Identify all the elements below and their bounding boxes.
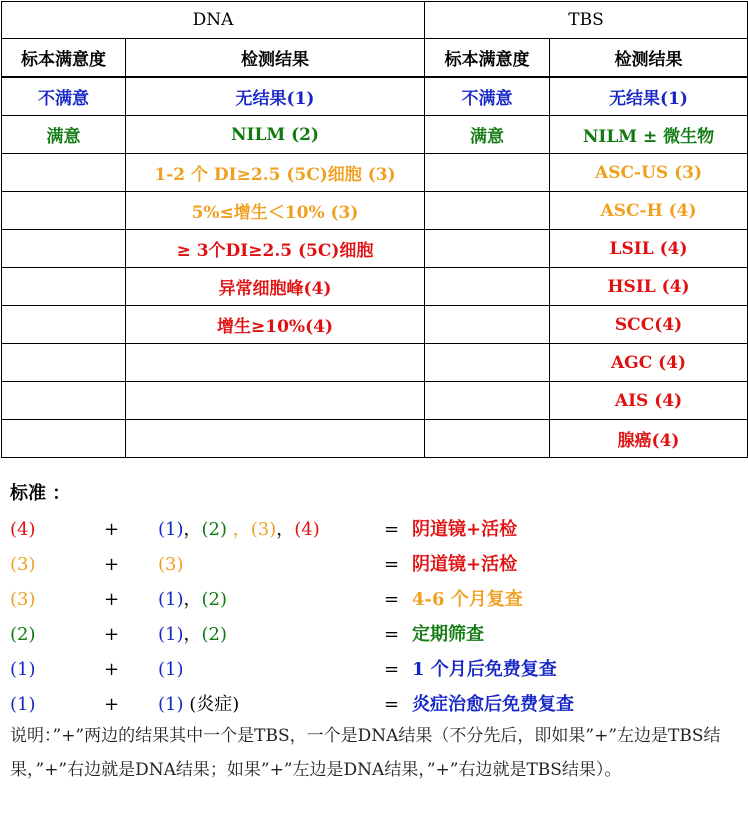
rule-right-code: (1) [158,624,184,645]
table-row [2,268,748,306]
plus-sign: + [104,694,120,715]
table-row [2,306,748,344]
rule-right-code: (3) [158,554,184,575]
rule-right-code: (1) [158,659,184,680]
column-header-tbs-adequacy: 标本满意度 [425,39,550,78]
plus-sign: + [104,659,120,680]
tbs-adequacy-cell: 满意 [425,116,550,154]
table-row [2,192,748,230]
rule-result: 阴道镜+活检 [412,554,518,575]
equals-sign: = [384,554,400,575]
table-row [2,154,748,192]
rule-row [10,687,740,722]
equals-sign: = [384,694,400,715]
dna-adequacy-cell [2,382,126,420]
rule-right-codes [158,652,184,687]
tbs-adequacy-cell [425,382,550,420]
rule-left-code: (3) [10,554,36,575]
dna-adequacy-cell [2,420,126,458]
table-row [2,230,748,268]
rule-left-code: (1) [10,659,36,680]
dna-adequacy-cell [2,230,126,268]
dna-adequacy-cell: 不满意 [2,77,126,116]
rule-row [10,512,740,547]
rule-right-code: (炎症) [183,694,240,715]
tbs-adequacy-cell [425,268,550,306]
rule-row [10,652,740,687]
equals-sign: = [384,624,400,645]
tbs-result-cell: AGC (4) [550,344,748,382]
plus-sign: + [104,554,120,575]
legend-title: 标准 ： [10,483,71,504]
rule-right-code: (1) [158,589,184,610]
rules-list [10,512,740,722]
rule-result: 1 个月后免费复查 [412,659,557,680]
dna-result-cell: ≥ 3个DI≥2.5 (5C)细胞 [126,230,425,268]
tbs-result-cell: HSIL (4) [550,268,748,306]
rule-left-code: (1) [10,694,36,715]
rule-result: 定期筛查 [412,624,484,645]
rule-right-codes [158,617,227,652]
dna-result-cell [126,382,425,420]
rule-right-code: ， [183,589,202,610]
plus-sign: + [104,589,120,610]
dna-adequacy-cell [2,192,126,230]
results-table [1,1,748,458]
rule-right-codes [158,687,239,722]
dna-result-cell: 1-2 个 DI≥2.5 (5C)细胞 (3) [126,154,425,192]
table-row [2,116,748,154]
rule-right-codes [158,547,184,582]
tbs-adequacy-cell [425,154,550,192]
tbs-adequacy-cell [425,306,550,344]
rule-left-code: (2) [10,624,36,645]
explanation-note: 说明：”+”两边的结果其中一个是TBS，一个是DNA结果（不分先后，即如果”+”左边是TBS结果，”+”右边就是DNA结果；如果”+”左边是DNA结果，”+”右边就是TBS结果）。 [10,726,721,780]
rule-right-code: (4) [294,519,320,540]
tbs-adequacy-cell [425,420,550,458]
rule-right-code: ， [183,519,202,540]
tbs-adequacy-cell [425,230,550,268]
dna-result-cell [126,420,425,458]
tbs-result-cell: 腺癌(4) [550,420,748,458]
equals-sign: = [384,589,400,610]
equals-sign: = [384,659,400,680]
rule-right-code: (1) [158,694,184,715]
table-row [2,382,748,420]
tbs-result-cell: LSIL (4) [550,230,748,268]
dna-adequacy-cell: 满意 [2,116,126,154]
rule-right-code: ， [227,519,251,540]
dna-adequacy-cell [2,344,126,382]
tbs-adequacy-cell [425,192,550,230]
rule-result: 炎症治愈后免费复查 [412,694,574,715]
column-header-tbs-result: 检测结果 [550,39,748,78]
rule-left-code: (3) [10,589,36,610]
rule-row [10,547,740,582]
rule-right-code: (1) [158,519,184,540]
tbs-result-cell: SCC(4) [550,306,748,344]
dna-adequacy-cell [2,306,126,344]
group-header-dna: DNA [2,2,425,39]
rule-right-code: (2) [201,589,227,610]
rule-row [10,582,740,617]
rule-left-code: (4) [10,519,36,540]
column-header-dna-adequacy: 标本满意度 [2,39,126,78]
criteria-legend [10,476,740,722]
equals-sign: = [384,519,400,540]
tbs-result-cell: 无结果(1) [550,77,748,116]
plus-sign: + [104,624,120,645]
rule-right-codes [158,512,320,547]
rule-right-code: (2) [201,519,227,540]
table-row [2,77,748,116]
rule-right-codes [158,582,227,617]
dna-result-cell: 增生≥10%(4) [126,306,425,344]
tbs-result-cell: ASC-H (4) [550,192,748,230]
dna-result-cell: NILM (2) [126,116,425,154]
table-row [2,420,748,458]
column-header-dna-result: 检测结果 [126,39,425,78]
dna-result-cell: 异常细胞峰(4) [126,268,425,306]
rule-right-code: ， [276,519,295,540]
rule-result: 阴道镜+活检 [412,519,518,540]
tbs-adequacy-cell: 不满意 [425,77,550,116]
rule-right-code: ， [183,624,202,645]
dna-result-cell: 5%≤增生＜10% (3) [126,192,425,230]
rule-right-code: (3) [250,519,277,540]
rule-result: 4-6 个月复查 [412,589,523,610]
plus-sign: + [104,519,120,540]
dna-adequacy-cell [2,154,126,192]
tbs-result-cell: AIS (4) [550,382,748,420]
rule-right-code: (2) [201,624,227,645]
dna-result-cell: 无结果(1) [126,77,425,116]
tbs-result-cell: NILM ± 微生物 [550,116,748,154]
table-row [2,344,748,382]
tbs-result-cell: ASC-US (3) [550,154,748,192]
rule-row [10,617,740,652]
tbs-adequacy-cell [425,344,550,382]
dna-result-cell [126,344,425,382]
group-header-tbs: TBS [425,2,748,39]
dna-adequacy-cell [2,268,126,306]
